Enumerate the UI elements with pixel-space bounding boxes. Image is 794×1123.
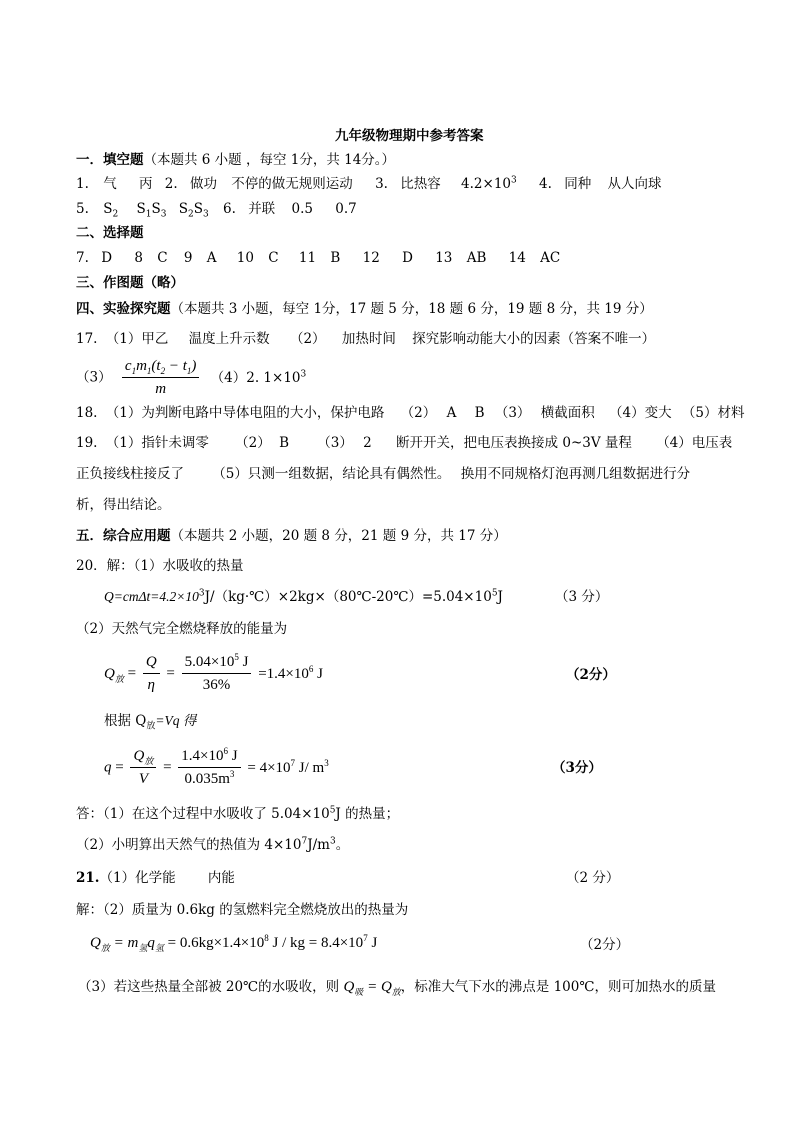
q-number: 5. [76,201,89,217]
q-number: 21. [76,870,100,886]
q20-basis: 根据 $Q_放=Vq$ 得 [104,713,197,732]
answer: 换用不同规格灯泡再测几组数据进行分 [460,466,691,482]
answer: 从人向球 [607,176,662,192]
sub-number: （3） [494,405,531,421]
score: （3分） [552,760,602,776]
answer: 0.5 [291,201,313,217]
answer: B [474,405,485,421]
q17-line-1 [76,330,655,348]
answer: $S_2S_3$ [178,201,209,220]
q21-line-1 [76,869,235,887]
answer: （5）材料 [681,405,745,421]
section-5-note: （本题共 2 小题，20 题 8 分，21 题 9 分，共 17 分） [170,528,507,544]
q-number: 12 [362,250,380,266]
section-1-heading: 一．填空题 [76,152,144,168]
answer: A [446,405,457,421]
choice-answers [76,249,560,267]
answer: 温度上升示数 [188,331,270,347]
answer: 内能 [207,870,235,886]
sub-number: （3） [317,435,353,451]
q18-line [76,404,745,422]
answer: （4）2. $1\times 10^3$ [210,369,307,386]
q21-line-3: （3）若这些热量全部被 20℃的水吸收，则 $Q_吸 = Q_放$，标准大气下水的沸点是 100℃，则可加热水的质量 [78,979,716,997]
q-number: 3. [375,176,388,192]
answer: 不停的做无规则运动 [231,176,353,192]
q-number: 10 [236,250,254,266]
q-number: 18. [76,405,98,421]
section-5-heading-line [76,527,507,545]
sub-number: （2） [289,331,326,347]
answer: D [101,250,113,266]
q-number: 14 [508,250,526,266]
answer: 丙 [138,176,153,192]
answer: 探究影响动能大小的因素（答案不唯一） [412,331,656,347]
answer: （1）甲乙 [105,331,169,347]
answer: （4）变大 [609,405,672,421]
answer: 正负接线柱接反了 [76,466,184,482]
q-number: 11 [298,250,317,266]
answer: $4.2\times 10^3$ [461,175,517,192]
q20-part2: （2）天然气完全燃烧释放的能量为 [76,621,288,637]
answer: B [330,250,341,266]
q-number: 4. [539,176,552,192]
answer: 2 [363,435,372,451]
answer: 同种 [564,176,592,192]
q-number: 17. [76,331,98,347]
answer: 0.7 [335,201,357,217]
answer: 并联 [248,201,276,217]
score: （2分） [566,667,616,683]
formula-fraction: $\frac{c_1m_1(t_2 - t_1)}{m}$ [122,356,199,399]
q-number: 9 [183,250,193,266]
answer: 加热时间 [341,331,396,347]
answer: $S_1S_3$ [136,201,167,220]
q20-answer-1: 答：（1）在这个过程中水吸收了 $5.04\times 10^5J$ 的热量； [76,805,400,822]
answer: C [268,250,279,266]
q-number: 2. [164,176,178,192]
answer: 横截面积 [540,405,595,421]
answer: （4）电压表 [656,435,733,451]
section-4-heading-line [76,300,653,318]
section-2-heading: 二、选择题 [76,225,144,241]
answer: 气 [103,176,117,192]
q17-line-2 [76,356,306,399]
answer: AB [466,250,487,266]
q20-eq2: $Q_放$ = $\frac{Q}{\eta}$ = $\frac{5.04\times 10^5 J}{36\%}$ $=1.4\times 10^6$ J [104,652,323,693]
sub-number: （2） [400,405,437,421]
q-number: 1. [76,176,89,192]
answer: D [402,250,413,266]
score: （3 分） [555,589,609,605]
score: （2分） [580,937,630,953]
answer: C [157,250,168,266]
section-1-note: （本题共 6 小题 ，每空 1分，共 14分。） [143,152,396,168]
q-number: 7. [76,250,89,266]
q20-eq3: q = $\frac{Q_放}{V}$ = $\frac{1.4\times 10^6 J}{0.035m^3}$ = $4\times 10^7$ J/ $m^3$ [104,746,329,787]
q20-answer-2: （2）小明算出天然气的热值为 $4\times 10^7J/m^3$。 [76,836,350,853]
answer: （5）只测一组数据，结论具有偶然性。 [212,466,451,482]
q21-line-2: 解：（2）质量为 0.6kg 的氢燃料完全燃烧放出的热量为 [76,902,409,918]
answer: （1）为判断电路中导体电阻的大小，保护电路 [105,405,385,421]
page-title: 九年级物理期中参考答案 [335,128,484,144]
sub-number: （2） [235,435,271,451]
q19-line-1 [76,434,732,452]
answer: 比热容 [400,176,441,192]
section-5-heading: 五．综合应用题 [76,528,171,544]
q-number: 6. [223,201,236,217]
section-3-heading: 三、作图题（略） [76,275,184,291]
answer: （1）化学能 [99,870,176,886]
answer: AC [540,250,561,266]
answer: $S_2$ [103,201,119,220]
q20-intro: 20．解：（1）水吸收的热量 [76,558,244,574]
sub-number: （3） [76,369,112,386]
answer: A [206,250,217,266]
answer: 断开开关，把电压表换接成 0~3V 量程 [396,435,632,451]
q-number: 19. [76,435,98,451]
q-number: 8 [134,250,143,266]
q20-eq1: $Q=cm\Delta t=4.2\times 10^3J/(kg\cdot℃)\times 2kg\times(80℃-20℃)=5.04\times 10^5J$ [104,588,503,605]
q21-eq: $Q_放 = m_氢q_氢 = 0.6kg\times 1.4\times 10^8$ J / kg = $8.4\times 10^7$ J [90,933,378,953]
q19-line-2 [76,465,690,483]
score: （2 分） [566,870,620,886]
section-1-heading-line [76,151,395,169]
q19-line-3: 析，得出结论。 [76,497,171,513]
answer: B [279,435,289,451]
answer: （1）指针未调零 [105,435,209,451]
section-4-note: （本题共 3 小题，每空 1分，17 题 5 分，18 题 6 分，19 题 8 分，共 19 分） [170,301,653,317]
fill-line-1 [76,175,662,193]
section-4-heading: 四、实验探究题 [76,301,171,317]
answer: 做功 [189,176,217,192]
q-number: 13 [435,250,453,266]
fill-line-2 [76,200,357,218]
